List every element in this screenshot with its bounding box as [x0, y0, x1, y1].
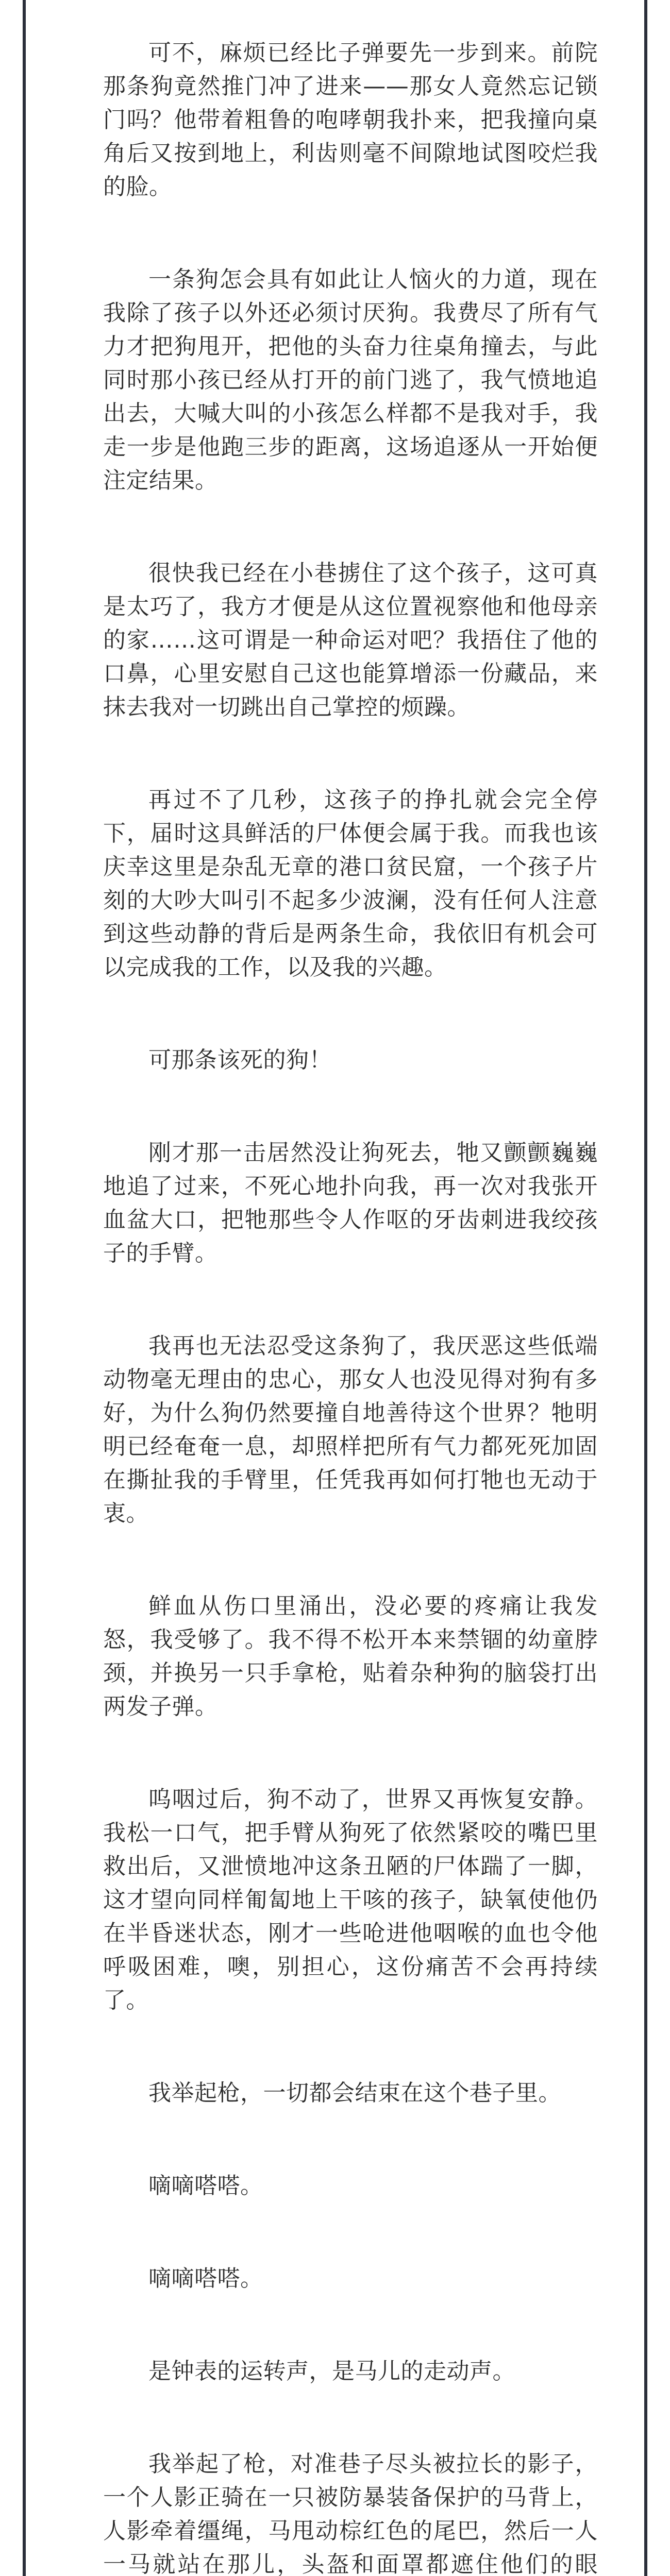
right-frame-border [644, 0, 647, 2576]
paragraph: 嘀嘀嗒嗒。 [148, 2173, 263, 2199]
paragraph: 鲜血从伤口里涌出，没必要的疼痛让我发怒，我受够了。我不得不松开本来禁锢的幼童脖颈，并换另一只手拿枪，贴着杂种狗的脑袋打出两发子弹。 [103, 1593, 598, 1720]
paragraph: 我举起了枪，对准巷子尽头被拉长的影子，一个人影正骑在一只被防暴装备保护的马背上，人影牵着缰绳，马甩动棕红色的尾巴，然后一人一马就站在那儿，头盔和面罩都遮住他们的眼 [103, 2451, 598, 2576]
paragraph: 可那条该死的狗！ [148, 1047, 332, 1073]
paragraph: 可不，麻烦已经比子弹要先一步到来。前院那条狗竟然推门冲了进来——那女人竟然忘记锁门吗？他带着粗鲁的咆哮朝我扑来，把我撞向桌角后又按到地上，利齿则毫不间隙地试图咬烂我的脸。 [103, 40, 598, 200]
paragraph: 我举起枪，一切都会结束在这个巷子里。 [148, 2080, 561, 2106]
paragraph: 嘀嘀嗒嗒。 [148, 2265, 263, 2292]
paragraph: 一条狗怎会具有如此让人恼火的力道，现在我除了孩子以外还必须讨厌狗。我费尽了所有气力才把狗甩开，把他的头奋力往桌角撞去，与此同时那小孩已经从打开的前门逃了，我气愤地追出去，大喊大叫的小孩怎么样都不是我对手，我走一步是他跑三步的距离，这场追逐从一开始便注定结果。 [103, 266, 598, 494]
paragraph: 是钟表的运转声，是马儿的走动声。 [148, 2358, 515, 2384]
paragraph: 我再也无法忍受这条狗了，我厌恶这些低端动物毫无理由的忠心，那女人也没见得对狗有多好，为什么狗仍然要撞自地善待这个世界？牠明明已经奄奄一息，却照样把所有气力都死死加固在撕扯我的手臂里，任凭我再如何打牠也无动于衷。 [103, 1333, 598, 1527]
paragraph: 呜咽过后，狗不动了，世界又再恢复安静。我松一口气，把手臂从狗死了依然紧咬的嘴巴里救出后，又泄愤地冲这条丑陋的尸体踹了一脚，这才望向同样匍匐地上干咳的孩子，缺氧使他仍在半昏迷状态，刚才一些呛进他咽喉的血也令他呼吸困难，噢，别担心，这份痛苦不会再持续了。 [103, 1786, 598, 2013]
paragraph: 刚才那一击居然没让狗死去，牠又颤颤巍巍地追了过来，不死心地扑向我，再一次对我张开血盆大口，把牠那些令人作呕的牙齿刺进我绞孩子的手臂。 [103, 1140, 598, 1266]
left-frame-border [23, 0, 26, 2576]
paragraph: 再过不了几秒，这孩子的挣扎就会完全停下，届时这具鲜活的尸体便会属于我。而我也该庆幸这里是杂乱无章的港口贫民窟，一个孩子片刻的大吵大叫引不起多少波澜，没有任何人注意到这些动静的背后是两条生命，我依旧有机会可以完成我的工作，以及我的兴趣。 [103, 787, 598, 980]
story-text [103, 36, 598, 2576]
paragraph: 很快我已经在小巷掳住了这个孩子，这可真是太巧了，我方才便是从这位置视察他和他母亲的家……这可谓是一种命运对吧？我捂住了他的口鼻，心里安慰自己这也能算增添一份藏品，来抹去我对一切跳出自己掌控的烦躁。 [103, 560, 598, 720]
